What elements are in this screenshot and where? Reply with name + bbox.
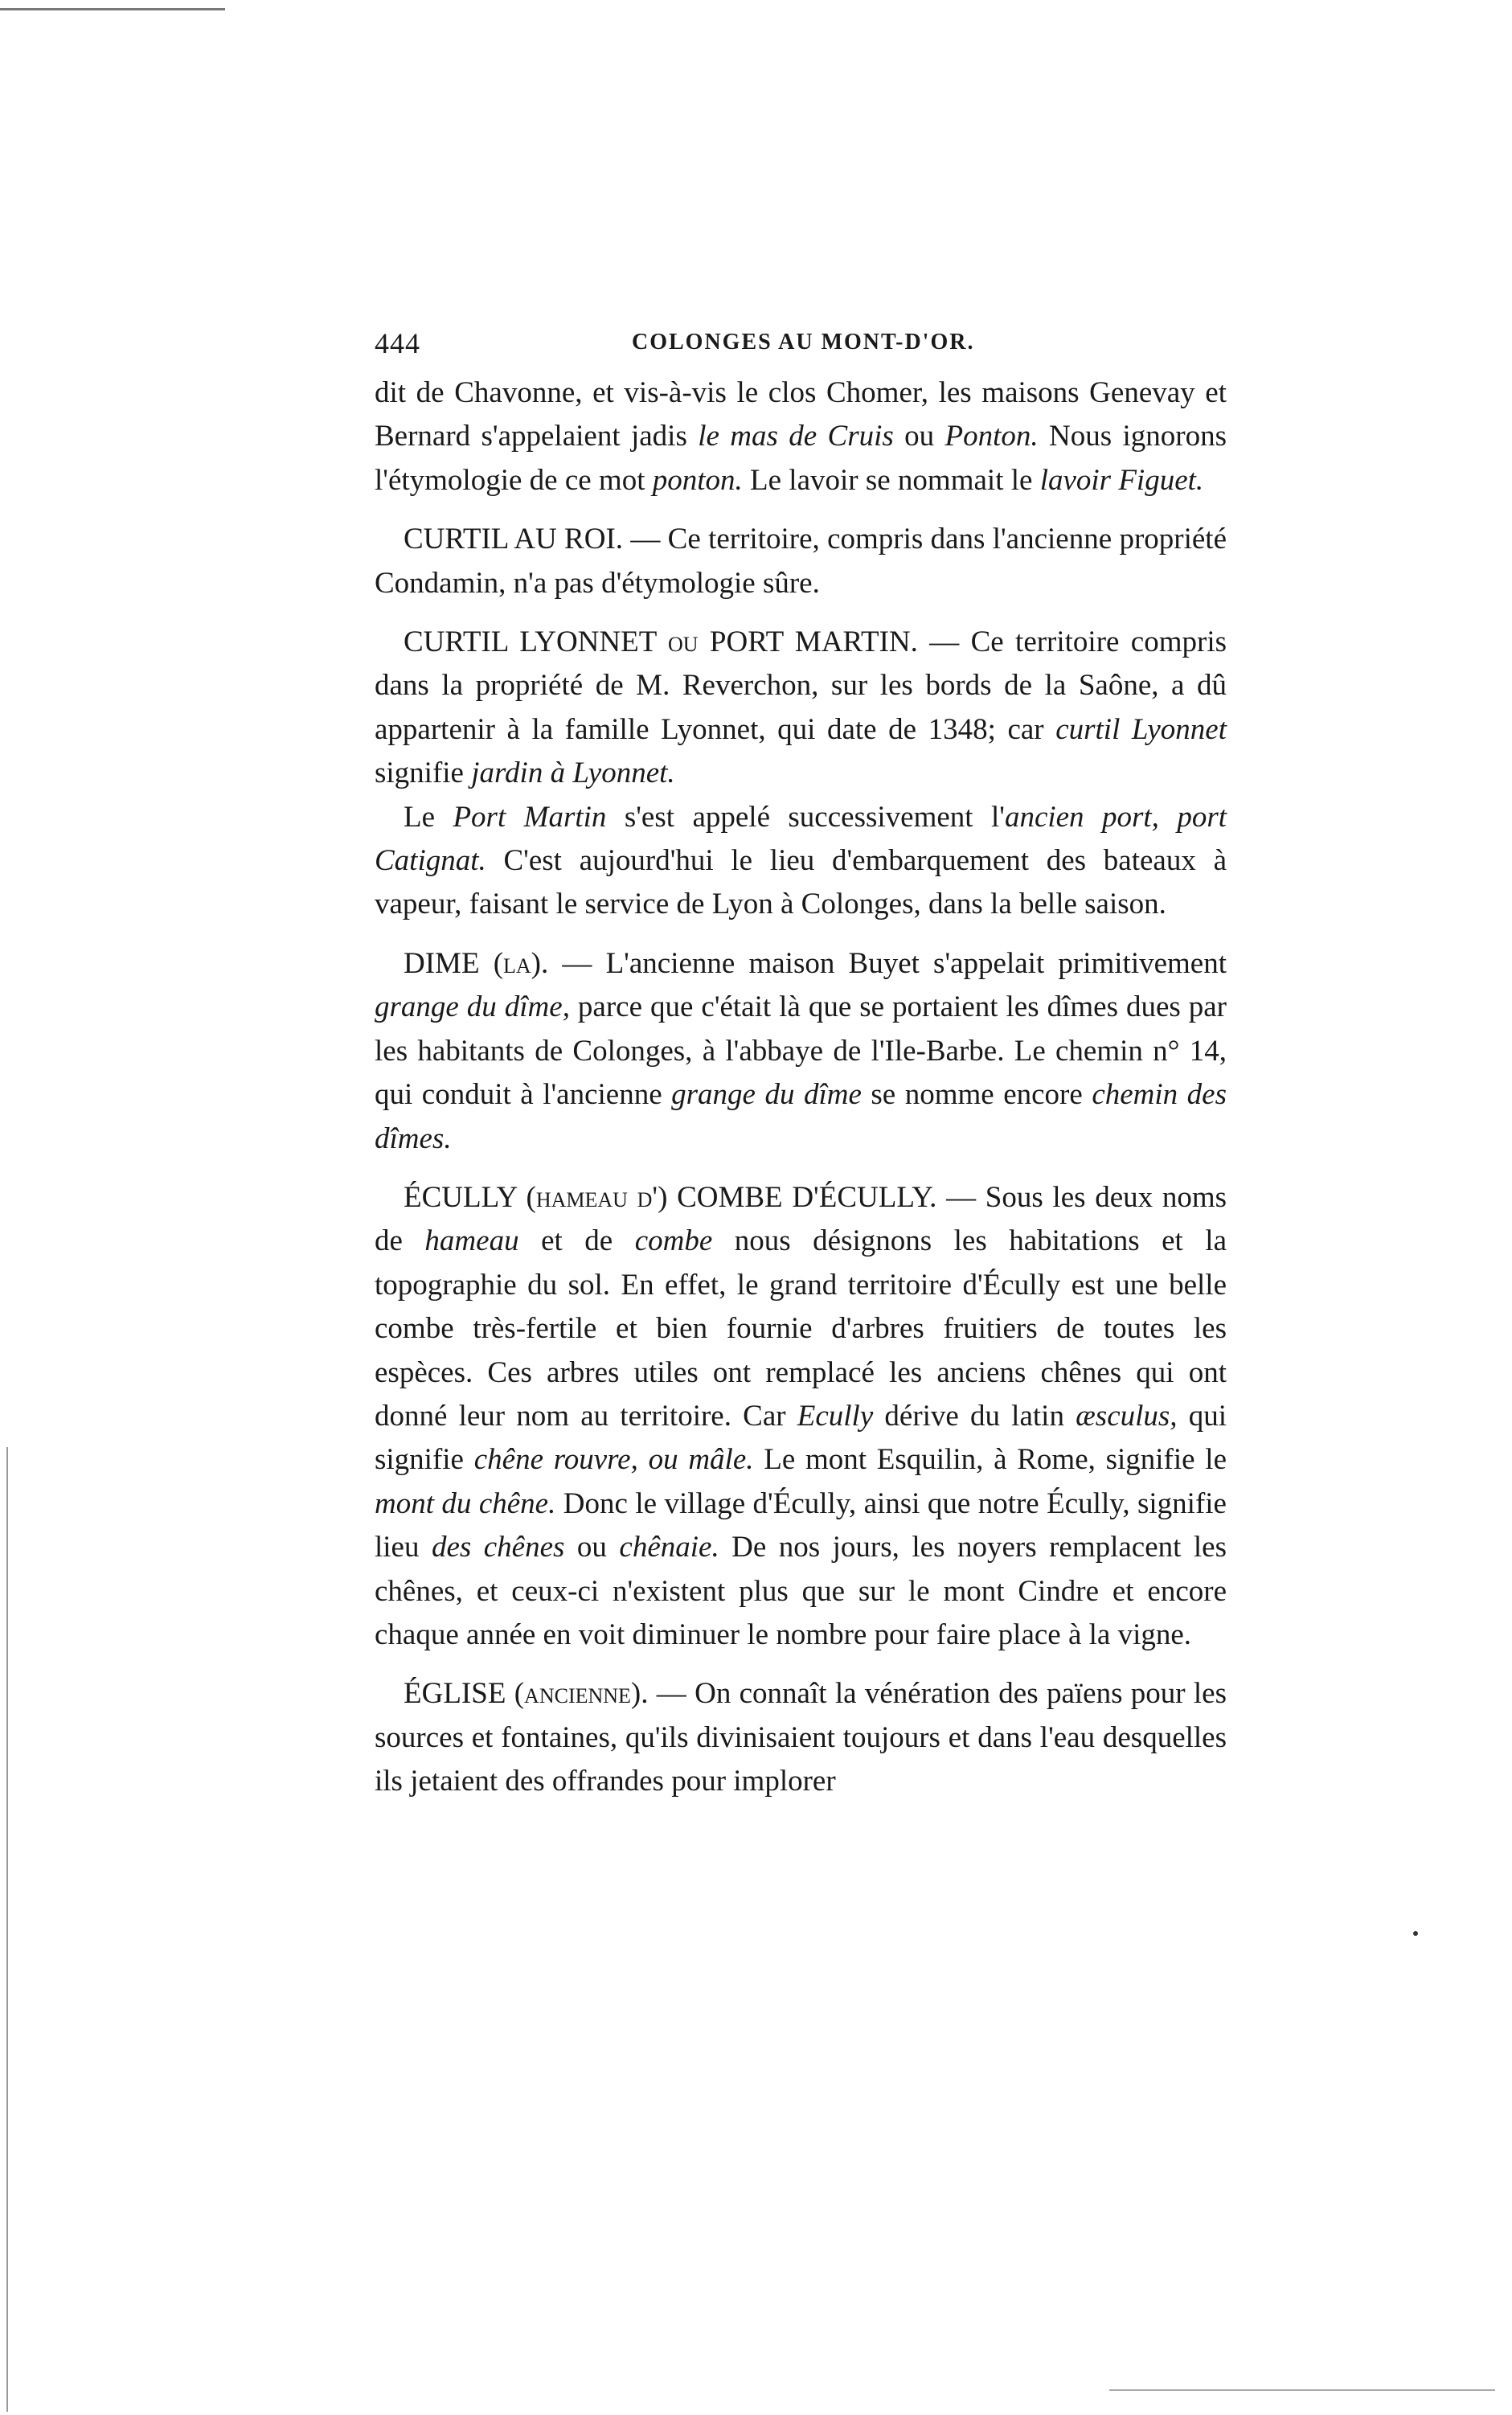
running-header [375,326,1227,359]
text-run: Le lavoir se nommait le [742,463,1040,497]
entry-eglise [375,1672,1227,1803]
italic-phrase: chemin des dîmes. [375,1078,1227,1155]
text-run: — L'ancienne maison Buyet s'appelait primitivement [548,946,1227,980]
text-run: C'est aujourd'hui le lieu d'embarquement des bateaux à vapeur, faisant le service de Lyon à Colonges, dans la belle saison. [375,844,1227,921]
ink-speck [1413,1931,1418,1936]
italic-phrase: Port Martin [453,800,607,834]
italic-phrase: curtil Lyonnet [1055,712,1227,746]
text-run: dérive du latin [873,1399,1076,1433]
entry-heading: ÉCULLY (hameau d') COMBE D'ÉCULLY. [404,1180,937,1214]
italic-phrase: Ecully [797,1399,874,1433]
italic-phrase: le mas de Cruis [698,420,894,453]
italic-phrase: lavoir Figuet. [1039,463,1204,497]
text-run: — Ce territoire compris dans la propriété de M. Reverchon, sur les bords de la Saône, a dû appartenir à la famille Lyonnet, qui date de 1348; car [375,625,1227,746]
text-run: nous désignons les habitations et la topographie du sol. En effet, le grand territoire d'Écully est une belle combe très-fertile et bien fournie d'arbres fruitiers de toutes les espèces. Ces arbres utiles ont remplacé les anciens chênes qui ont donné leur nom au territoire. Car [375,1224,1227,1433]
text-run: Donc le village d'Écully, ainsi que notre Écully, signifie lieu [375,1486,1227,1564]
italic-phrase: ancien port, port Catignat. [375,800,1227,878]
text-run: — On connaît la vénération des païens pour les sources et fontaines, qu'ils divinisaient toujours et dans l'eau desquelles ils jetaient des offrandes pour implorer [375,1677,1227,1798]
italic-phrase: grange du dîme [671,1078,862,1112]
paragraph-chavonne [375,371,1227,502]
text-run: et de [518,1224,635,1258]
italic-phrase: grange du dîme, [375,990,570,1024]
text-run: qui signifie [375,1399,1227,1477]
italic-phrase: des chênes [431,1531,565,1564]
text-run: Nous ignorons l'étymologie de ce mot [375,420,1227,497]
entry-heading: ÉGLISE (ancienne). [404,1677,649,1711]
entry-curtil-au-roi [375,518,1227,605]
entry-heading: CURTIL AU ROI. [404,523,624,556]
running-title: COLONGES AU MONT-D'OR. [632,330,975,355]
page-number: 444 [375,327,420,359]
paragraph-port-martin [375,796,1227,927]
entry-heading: CURTIL LYONNET ou PORT MARTIN. [404,625,918,659]
entry-dime [375,942,1227,1161]
scan-bottom-rule [1109,2389,1495,2391]
italic-phrase: ponton. [652,463,743,497]
text-run: se nomme encore [861,1078,1092,1112]
text-run: parce que c'était là que se portaient les dîmes dues par les habitants de Colonges, à l'abbaye de l'Ile-Barbe. Le chemin n° 14, qui conduit à l'ancienne [375,990,1227,1112]
entry-ecully [375,1176,1227,1657]
text-run: s'est appelé successivement l' [606,800,1005,834]
text-run: ou [564,1531,620,1564]
italic-phrase: Ponton. [944,420,1039,453]
text-run: ou [893,420,945,453]
italic-phrase: chêne rouvre, ou mâle. [473,1443,754,1477]
text-run: — Ce territoire, compris dans l'ancienne propriété Condamin, n'a pas d'étymologie sûre. [375,523,1227,600]
text-run: Le mont Esquilin, à Rome, signifie le [753,1443,1227,1477]
entry-heading: DIME (la). [404,946,549,980]
scan-edge-rule [0,8,225,10]
italic-phrase: chênaie. [619,1531,719,1564]
text-run: Le [404,800,453,834]
text-run: dit de Chavonne, et vis-à-vis le clos Chomer, les maisons Genevay et Bernard s'appelaient jadis [375,376,1227,453]
text-run: signifie [375,756,472,790]
text-run: De nos jours, les noyers remplacent les chênes, et ceux-ci n'existent plus que sur le mont Cindre et encore chaque année en voit diminuer le nombre pour faire place à la vigne. [375,1531,1227,1651]
italic-phrase: combe [634,1224,713,1258]
italic-phrase: jardin à Lyonnet. [471,756,675,790]
entry-curtil-lyonnet [375,621,1227,796]
text-run: — Sous les deux noms de [375,1180,1227,1258]
italic-phrase: mont du chêne. [375,1486,556,1520]
italic-phrase: æsculus, [1076,1399,1178,1433]
body-text [375,371,1227,1804]
scan-margin-line [6,1447,8,2412]
italic-phrase: hameau [424,1224,519,1258]
